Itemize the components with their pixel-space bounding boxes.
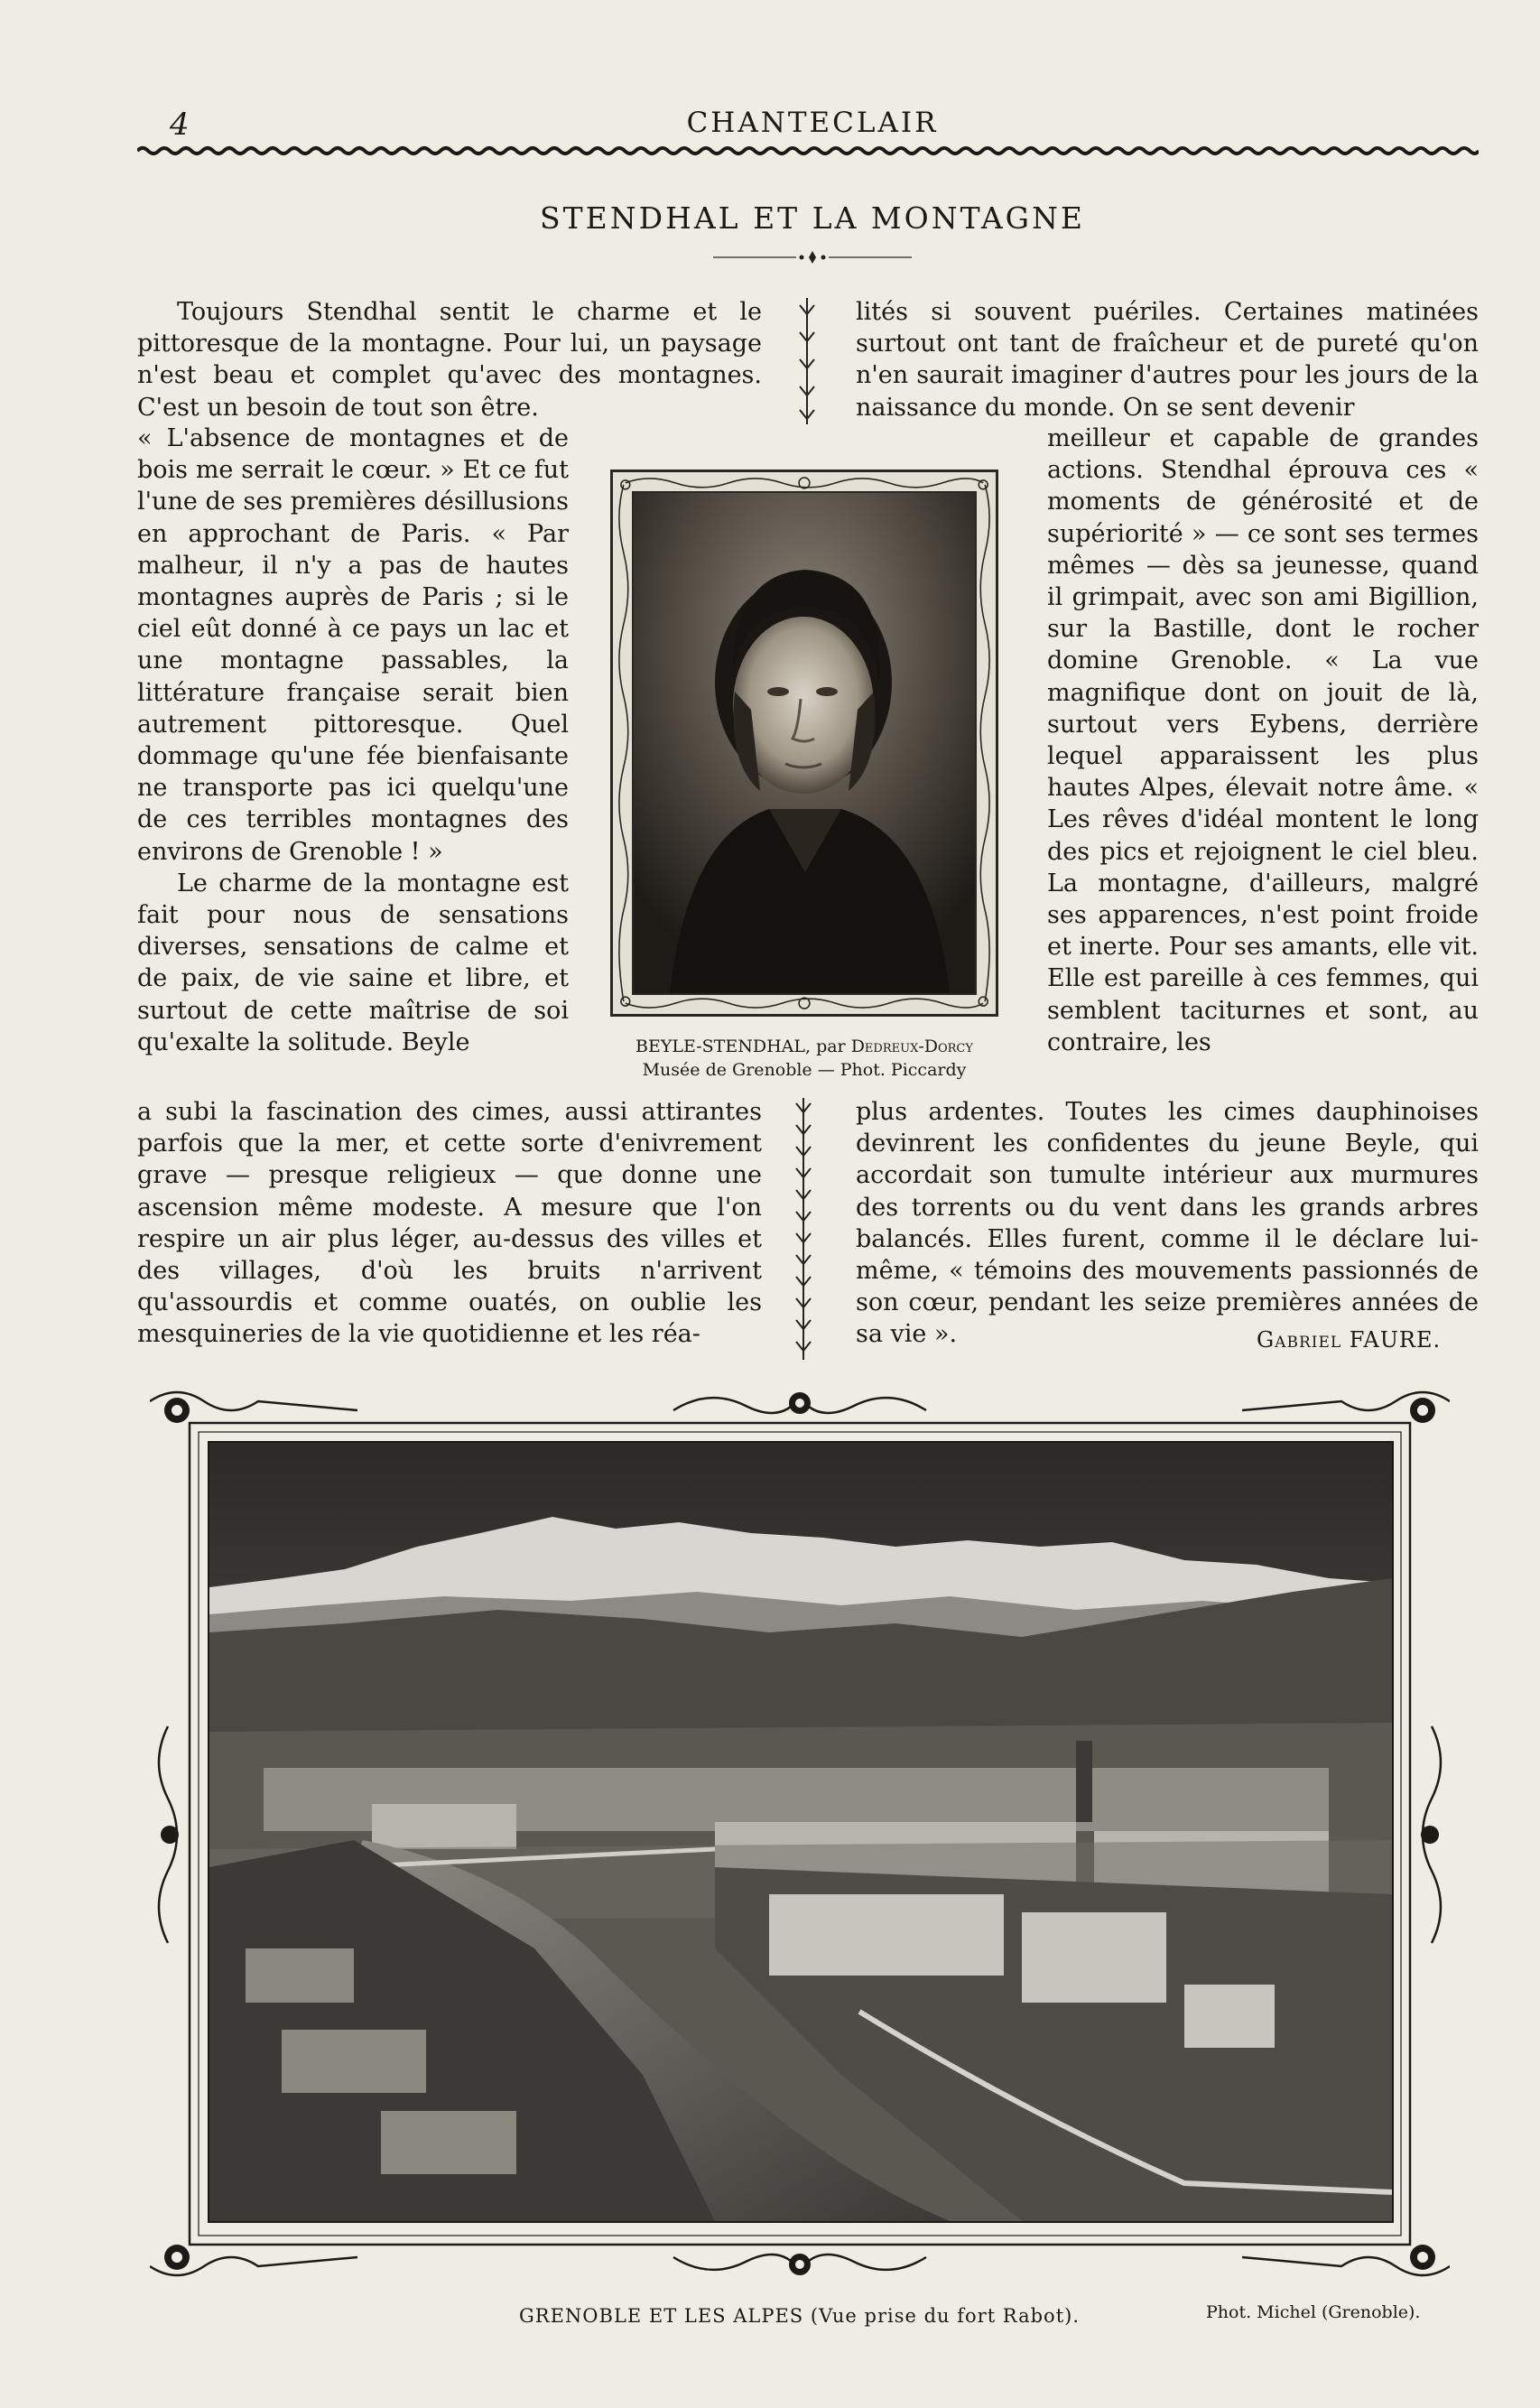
paragraph: lités si souvent puériles. Certaines matinées surtout ont tant de fraîcheur et de pureté qu'on n'en saurait imaginer d'autres pour les jours de la naissance du monde. On se sent devenir	[856, 298, 1479, 422]
right-column-top	[856, 296, 1479, 423]
left-column-middle	[137, 423, 569, 1058]
paragraph: a subi la fascination des cimes, aussi attirantes parfois que la mer, et cette sorte d'enivrement grave — presque religieux — que donne une ascension même modeste. A mesure que l'on respire un air plus léger, au-dessus des villes et des villages, d'où les bruits n'arrivent qu'assourdis et comme ouatés, on oublie les mesquineries de la vie quotidienne et les réa-	[137, 1098, 762, 1349]
header-wavy-rule	[137, 143, 1479, 159]
paragraph: plus ardentes. Toutes les cimes dauphinoises devinrent les confidentes du jeune Beyle, qui accordait son tumulte intérieur aux murmures des torrents ou du vent dans les grands arbres balancés. Elles furent, comme il le déclare lui-même, « témoins des mouvements passionnés de son cœur, pendant les seize premières années de sa vie ».	[856, 1098, 1479, 1349]
landscape-photo-credit: Phot. Michel (Grenoble).	[1206, 2302, 1421, 2322]
left-column-top	[137, 296, 762, 423]
paragraph: « L'absence de montagnes et de bois me serrait le cœur. » Et ce fut l'une de ses premières désillusions en approchant de Paris. « Par malheur, il n'y a pas de hautes montagnes auprès de Paris ; si le ciel eût donné à ce pays un lac et une montagne passables, la littérature française serait bien autrement pittoresque. Quel dommage qu'une fée bienfaisante ne transporte pas ici quelqu'une de ces terribles montagnes des environs de Grenoble ! »	[137, 424, 569, 866]
landscape-caption: GRENOBLE ET LES ALPES (Vue prise du fort Rabot).	[519, 2305, 1081, 2327]
column-divider-vine-icon	[794, 298, 820, 424]
article-title: STENDHAL ET LA MONTAGNE	[540, 200, 1085, 236]
portrait-caption-source: Musée de Grenoble — Phot. Piccardy	[642, 1060, 967, 1080]
right-column-bottom	[856, 1096, 1479, 1351]
page-number: 4	[170, 107, 190, 143]
paragraph: Toujours Stendhal sentit le charme et le pittoresque de la montagne. Pour lui, un paysage n'est beau et complet qu'avec des montagnes. C'est un besoin de tout son être.	[137, 298, 762, 422]
author-first-name: Gabriel	[1257, 1327, 1342, 1353]
running-title: CHANTECLAIR	[686, 107, 939, 139]
portrait-caption-title: BEYLE-STENDHAL, par	[635, 1037, 851, 1056]
portrait-frame	[610, 470, 998, 1017]
title-ornament	[713, 249, 912, 265]
left-column-bottom	[137, 1096, 762, 1351]
grenoble-alps-photo	[208, 1441, 1394, 2223]
paragraph: meilleur et capable de grandes actions. Stendhal éprouva ces « moments de générosité et de supériorité » — ce sont ses termes mêmes — dès sa jeunesse, quand il grimpait, avec son ami Bigillion, sur la Bastille, dont le rocher domine Grenoble. « La vue magnifique dont on jouit de là, surtout vers Eybens, derrière lequel apparaissent les plus hautes Alpes, élevait notre âme. « Les rêves d'idéal montent le long des pics et rejoignent le ciel bleu. La montagne, d'ailleurs, malgré ses apparences, n'est point froide et inerte. Pour ses amants, elle vit. Elle est pareille à ces femmes, qui semblent taciturnes et sont, au contraire, les	[1047, 424, 1479, 1056]
portrait-caption	[596, 1035, 1013, 1082]
author-last-name: FAURE.	[1349, 1327, 1442, 1353]
paragraph: Le charme de la montagne est fait pour nous de sensations diverses, sensations de calme et de paix, de vie saine et libre, et surtout de cette maîtrise de soi qu'exalte la solitude. Beyle	[137, 869, 569, 1056]
portrait-caption-artist: Dedreux-Dorcy	[850, 1037, 973, 1056]
author-signature	[1257, 1327, 1441, 1353]
right-column-middle	[1047, 423, 1479, 1058]
stendhal-portrait-image	[632, 491, 977, 995]
column-divider-vine-icon	[791, 1098, 816, 1360]
